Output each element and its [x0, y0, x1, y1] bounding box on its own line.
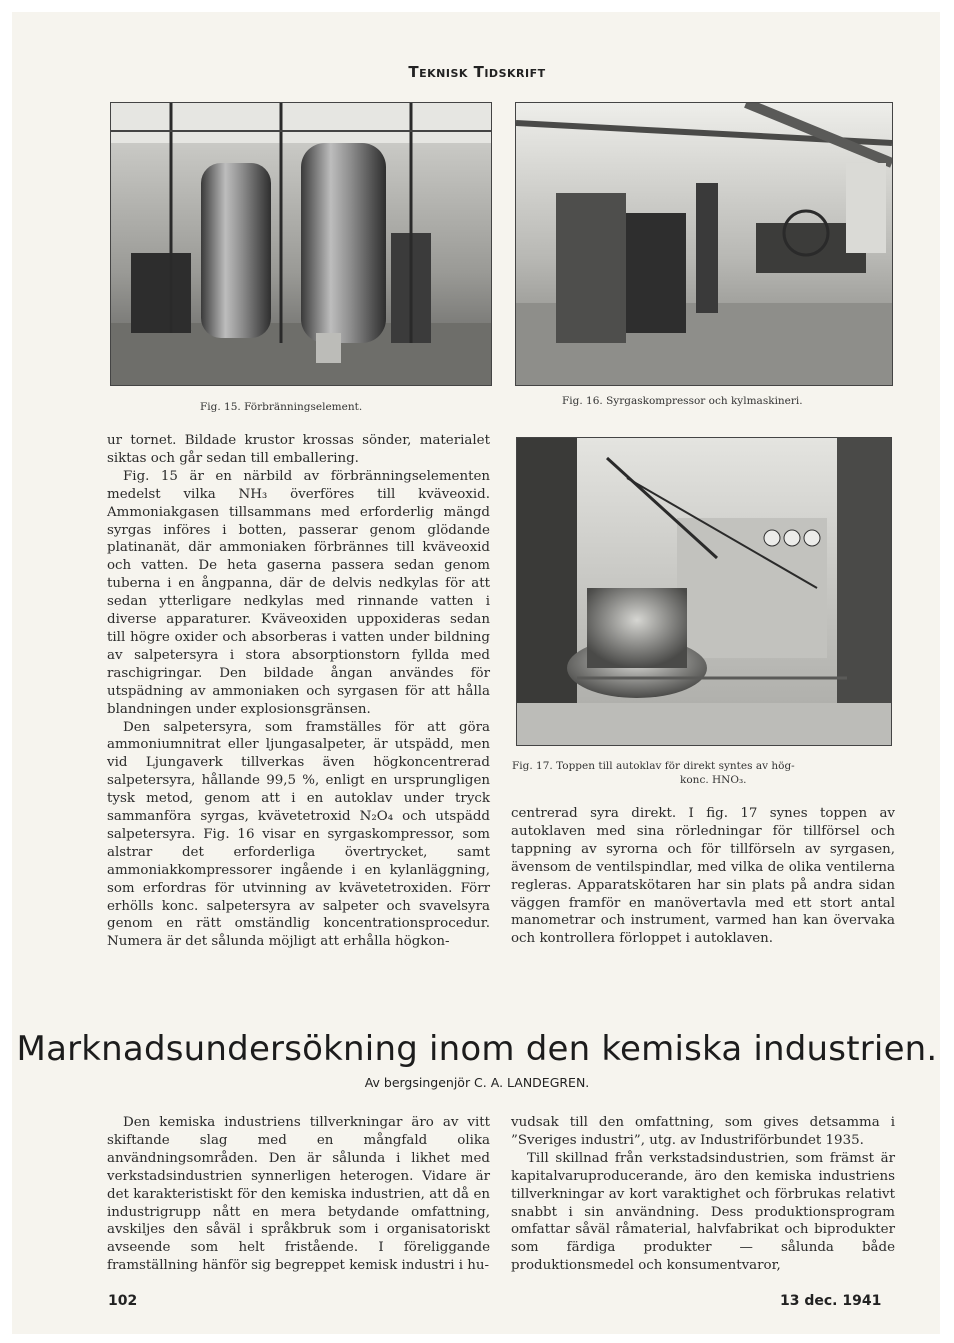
- paragraph: Fig. 15 är en närbild av förbränningselementen medelst vilka NH₃ överföres till kväveoxid. Ammoniakgasen tillsammans med erforderlig mängd syrgas införes i botten, passerar genom glödande platinanät, där ammoniaken förbrännes till kväveoxid och vatten. De heta gaserna passera sedan genom tuberna i en ångpanna, där de delvis nedkylas för att sedan ytterligare nedkylas med rinnande vatten i diverse apparaturer. Kväveoxiden uppoxideras sedan till högre oxider och absorberas i vatten under bildning av salpetersyra i stora absorptionstorn fyllda med raschigringar. Den bildade ångan användes för utspädning av ammoniaken och syrgasen för att hålla blandningen under explosionsgränsen.: [107, 468, 490, 717]
- fig17-illustration: [517, 438, 891, 745]
- paragraph: Till skillnad från verkstadsindustrien, som främst är kapitalvaruproducerande, äro den kemiska industriens tillverkningar av kort varaktighet och förbrukas relativt snabbt i sin användning. Dess produktionsprogram omfattar såväl råmaterial, halvfabrikat och biprodukter som färdiga produkter — sålunda både produktionsmedel och konsumentvaror,: [511, 1150, 895, 1274]
- fig15-photo: [110, 102, 492, 386]
- article-title: Marknadsundersökning inom den kemiska industrien.: [16, 1029, 938, 1069]
- fig17-caption: [512, 759, 892, 787]
- fig17-caption-line2: konc. HNO₃.: [680, 774, 747, 786]
- fig17-photo: [516, 437, 892, 746]
- paragraph: Den salpetersyra, som framställes för att göra ammoniumnitrat eller ljungasalpeter, är utspädd, men vid Ljungaverk tillverkas även högkoncentrerad salpetersyra, hållande 99,5 %, enligt en ursprungligen tysk metod, genom att i en autoklav under tryck sammanföra syrgas, kvävetetroxid N₂O₄ och utspädd salpetersyra. Fig. 16 visar en syrgaskompressor, som alstrar det erforderliga övertrycket, samt ammoniakkompressorer ingående i en kylanläggning, som erfordras för utvinning av kvävetetroxiden. Förr erhölls konc. salpetersyra av salpeter och svavelsyra genom en rätt omständlig koncentrationsprocedur. Numera är det sålunda möjligt att erhålla högkon-: [107, 719, 490, 950]
- upper-left-text-column: [107, 432, 490, 951]
- fig15-caption: Fig. 15. Förbränningselement.: [200, 401, 363, 413]
- running-header: Teknisk Tidskrift: [408, 63, 546, 81]
- fig17-caption-line1: Fig. 17. Toppen till autoklav för direkt syntes av hög-: [512, 760, 795, 772]
- upper-right-text-column: [511, 805, 895, 948]
- paragraph: ur tornet. Bildade krustor krossas sönder, materialet siktas och går sedan till emballering.: [107, 433, 490, 466]
- article-byline: Av bergsingenjör C. A. LANDEGREN.: [364, 1075, 590, 1090]
- fig15-illustration: [111, 103, 491, 385]
- page-number: 102: [108, 1293, 138, 1309]
- lower-right-text-column: [511, 1114, 895, 1275]
- paragraph: vudsak till den omfattning, som gives detsamma i ”Sveriges industri”, utg. av Industriförbundet 1935.: [511, 1115, 895, 1148]
- lower-left-text-column: [107, 1114, 490, 1275]
- fig16-caption: Fig. 16. Syrgaskompressor och kylmaskineri.: [562, 395, 803, 407]
- fig16-photo: [515, 102, 893, 386]
- paragraph: Den kemiska industriens tillverkningar äro av vitt skiftande slag med en mångfald olika användningsområden. Den är sålunda i likhet med verkstadsindustrien synnerligen heterogen. Vidare är det karakteristiskt för den kemiska industrien, att då en industrigrupp nått en mera betydande omfattning, avskiljes den såväl i språkbruk som i organisatoriskt avseende som helt fristående. I föreliggande framställning hänför sig begreppet kemisk industri i hu-: [107, 1115, 490, 1274]
- issue-date: 13 dec. 1941: [780, 1293, 882, 1309]
- paragraph: centrerad syra direkt. I fig. 17 synes toppen av autoklaven med sina rörledningar för tillförsel och tappning av syrorna och för tillförseln av syrgasen, ävensom de ventilspindlar, med vilka de olika ventilerna regleras. Apparatskötaren har sin plats på andra sidan väggen framför en manövertavla med ett stort antal manometrar och instrument, varmed han kan övervaka och kontrollera förloppet i autoklaven.: [511, 806, 895, 947]
- fig16-illustration: [516, 103, 892, 385]
